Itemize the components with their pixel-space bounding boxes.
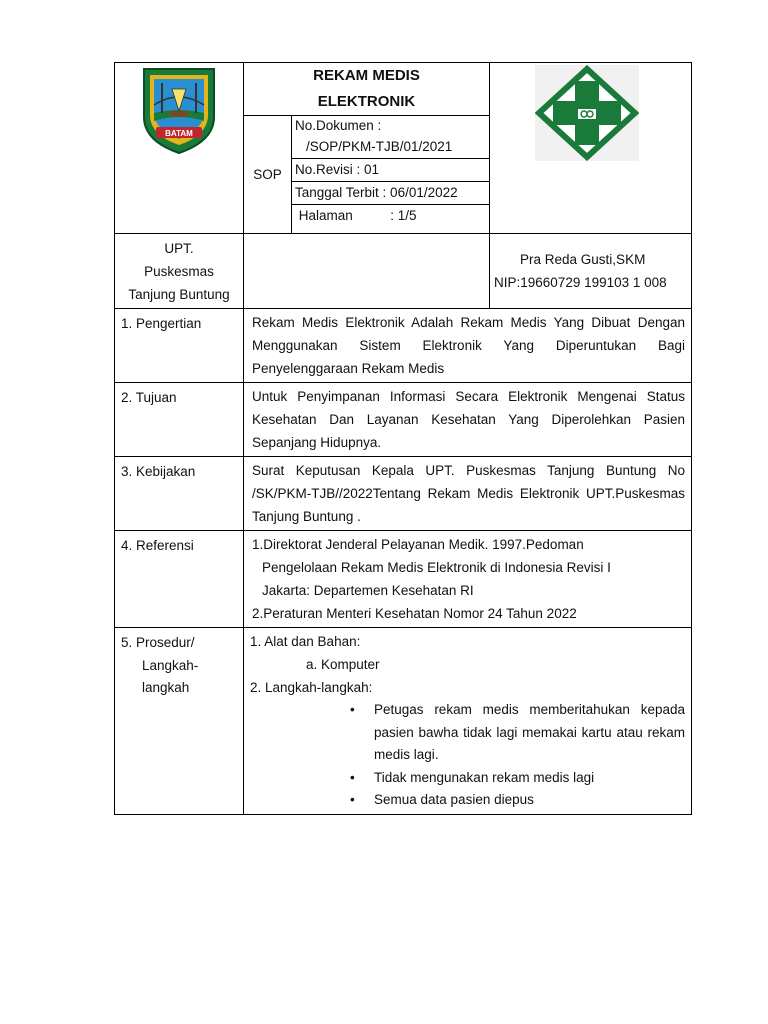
blank-cell <box>244 234 490 309</box>
document-meta-cell <box>292 116 490 234</box>
sop-label: SOP <box>253 167 282 182</box>
prosedur-label-1: 5. Prosedur/ <box>121 635 195 650</box>
puskesmas-logo-cell <box>490 63 692 234</box>
signer-nip: NIP:19660729 199103 1 008 <box>494 275 667 290</box>
org-line-2: Puskesmas <box>144 263 214 279</box>
document-title <box>244 63 490 116</box>
emblem-text: BATAM <box>165 129 193 138</box>
org-cell <box>115 234 244 309</box>
org-line-1: UPT. <box>164 240 194 256</box>
list-item <box>250 789 685 812</box>
langkah-title: 2. Langkah-langkah: <box>250 680 373 695</box>
meta-table <box>292 116 489 227</box>
referensi-line-4: 2.Peraturan Menteri Kesehatan Nomor 24 Tahun 2022 <box>252 606 577 621</box>
steps-list <box>250 699 685 812</box>
no-dokumen-value: /SOP/PKM-TJB/01/2021 <box>292 136 489 159</box>
kebijakan-label: 3. Kebijakan <box>115 457 244 531</box>
prosedur-label-3: langkah <box>142 680 190 695</box>
list-item <box>250 767 685 790</box>
referensi-label: 4. Referensi <box>115 531 244 628</box>
alat-title: 1. Alat dan Bahan: <box>250 634 361 649</box>
prosedur-label-2: Langkah- <box>142 657 199 673</box>
prosedur-label <box>115 628 244 815</box>
alat-item: a. Komputer <box>306 657 380 672</box>
title-line-2: ELEKTRONIK <box>317 93 416 110</box>
bullet-icon: • <box>350 702 355 717</box>
sop-table <box>114 62 692 815</box>
step-text: Tidak mengunakan rekam medis lagi <box>374 769 595 785</box>
signer-name: Pra Reda Gusti,SKM <box>520 252 646 267</box>
title-line-1: REKAM MEDIS <box>313 67 420 84</box>
puskesmas-logo-icon <box>535 65 639 161</box>
referensi-line-1: 1.Direktorat Jenderal Pelayanan Medik. 1997.Pedoman <box>252 537 584 552</box>
sop-label-cell <box>244 116 292 234</box>
tujuan-text: Untuk Penyimpanan Informasi Secara Elektronik Mengenai Status Kesehatan Dan Layanan Kesehatan Yang Diperolehkan Pasien Sepanjang Hidupnya. <box>244 383 692 457</box>
bullet-icon: • <box>350 792 355 807</box>
bullet-icon: • <box>350 769 355 785</box>
step-text: Petugas rekam medis memberitahukan kepada pasien bawha tidak lagi memakai kartu atau rekam medis lagi. <box>374 702 686 762</box>
no-dokumen-label: No.Dokumen : <box>295 118 382 133</box>
batam-emblem-icon <box>140 65 218 155</box>
signer-cell <box>490 234 692 309</box>
no-revisi: No.Revisi : 01 <box>292 159 489 182</box>
tujuan-label: 2. Tujuan <box>115 383 244 457</box>
list-item <box>250 699 685 767</box>
pengertian-text: Rekam Medis Elektronik Adalah Rekam Medis Yang Dibuat Dengan Menggunakan Sistem Elektronik Yang Diperuntukan Bagi Penyelenggaraan Rekam Medis <box>244 309 692 383</box>
referensi-content <box>244 531 692 628</box>
kebijakan-text: Surat Keputusan Kepala UPT. Puskesmas Tanjung Buntung No /SK/PKM-TJB//2022Tentang Rekam Medis Elektronik UPT.Puskesmas Tanjung Buntung . <box>244 457 692 531</box>
org-line-3: Tanjung Buntung <box>128 286 230 302</box>
pengertian-label: 1. Pengertian <box>115 309 244 383</box>
step-text: Semua data pasien diepus <box>374 792 534 807</box>
referensi-line-2: Pengelolaan Rekam Medis Elektronik di Indonesia Revisi I <box>262 560 611 575</box>
city-logo-cell <box>115 63 244 234</box>
halaman: Halaman : 1/5 <box>295 208 417 223</box>
tanggal-terbit: Tanggal Terbit : 06/01/2022 <box>292 182 489 205</box>
prosedur-content <box>244 628 692 815</box>
sop-document <box>114 62 691 815</box>
referensi-line-3: Jakarta: Departemen Kesehatan RI <box>262 583 474 598</box>
